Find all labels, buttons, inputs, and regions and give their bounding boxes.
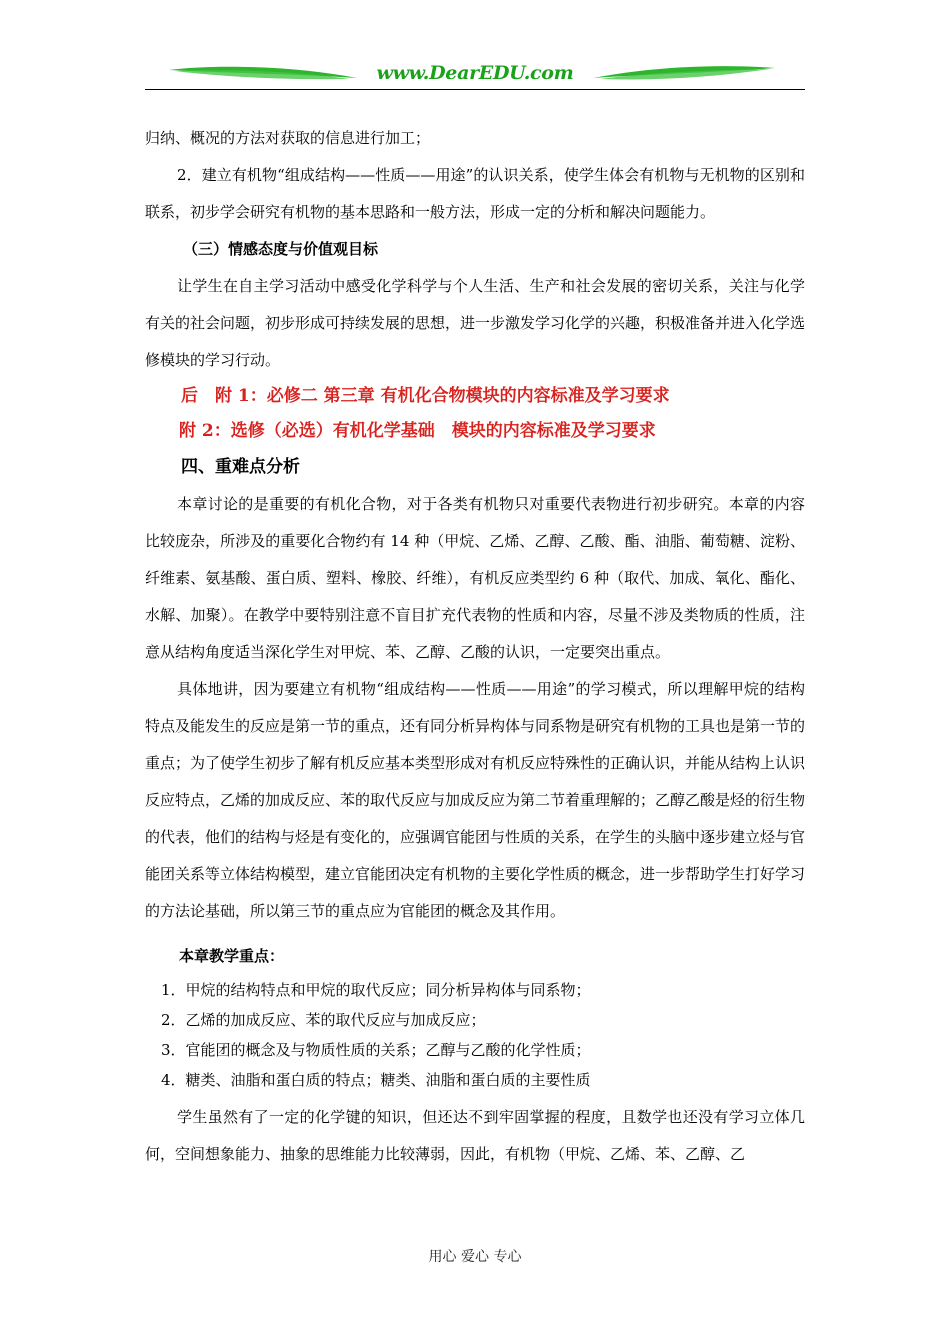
key-points-list <box>145 975 805 1095</box>
appendix-1-heading: 后 附 1：必修二 第三章 有机化合物模块的内容标准及学习要求 <box>181 386 670 406</box>
site-header-logo <box>145 60 805 92</box>
section-4-heading: 四、重难点分析 <box>181 457 300 477</box>
list-item: 3．官能团的概念及与物质性质的关系；乙醇与乙酸的化学性质； <box>161 1041 591 1059</box>
paragraph-method: 归纳、概况的方法对获取的信息进行加工； <box>145 129 431 147</box>
document-body <box>145 120 805 1173</box>
paragraph-key-analysis: 具体地讲，因为要建立有机物“组成结构——性质——用途”的学习模式，所以理解甲烷的结构特点及能发生的反应是第一节的重点，还有同分析异构体与同系物是研究有机物的工具也是第一节的重点；为了使学生初步了解有机反应基本类型形成对有机反应特殊性的正确认识，并能从结构上认识反应特点，乙烯的加成反应、苯的取代反应与加成反应为第二节着重理解的；乙醇乙酸是烃的衍生物的代表，他们的结构与烃是有变化的，应强调官能团与性质的关系，在学生的头脑中逐步建立烃与官能团关系等立体结构模型，建立官能团决定有机物的主要化学性质的概念，进一步帮助学生打好学习的方法论基础，所以第三节的重点应为官能团的概念及其作用。 <box>145 680 806 920</box>
paragraph-goal-2: 2．建立有机物“组成结构——性质——用途”的认识关系，使学生体会有机物与无机物的区别和联系，初步学会研究有机物的基本思路和一般方法，形成一定的分析和解决问题能力。 <box>145 166 805 221</box>
paragraph-goal-3: 让学生在自主学习活动中感受化学科学与个人生活、生产和社会发展的密切关系，关注与化学有关的社会问题，初步形成可持续发展的思想，进一步激发学习化学的兴趣，积极准备并进入化学选修模块的学习行动。 <box>145 277 806 369</box>
appendix-2-heading: 附 2：选修（必选）有机化学基础 模块的内容标准及学习要求 <box>179 421 656 441</box>
list-item: 1．甲烷的结构特点和甲烷的取代反应；同分析异构体与同系物； <box>161 981 591 999</box>
paragraph-student-situation: 学生虽然有了一定的化学键的知识，但还达不到牢固掌握的程度，且数学也还没有学习立体几何，空间想象能力、抽象的思维能力比较薄弱，因此，有机物（甲烷、乙烯、苯、乙醇、乙 <box>145 1108 805 1163</box>
heading-goal-3: （三）情感态度与价值观目标 <box>183 240 379 258</box>
list-item: 2．乙烯的加成反应、苯的取代反应与加成反应； <box>161 1011 486 1029</box>
paragraph-chapter-overview: 本章讨论的是重要的有机化合物，对于各类有机物只对重要代表物进行初步研究。本章的内容比较庞杂，所涉及的重要化合物约有 14 种（甲烷、乙烯、乙醇、乙酸、酯、油脂、葡萄糖、淀粉、纤维素、氨基酸、蛋白质、塑料、橡胶、纤维），有机反应类型约 6 种（取代、加成、氧化、酯化、水解、加聚）。在教学中要特别注意不盲目扩充代表物的性质和内容，尽量不涉及类物质的性质，注意从结构角度适当深化学生对甲烷、苯、乙醇、乙酸的认识，一定要突出重点。 <box>145 495 805 661</box>
header-divider <box>145 89 805 90</box>
list-item: 4．糖类、油脂和蛋白质的特点；糖类、油脂和蛋白质的主要性质 <box>161 1071 591 1089</box>
page-footer: 用心 爱心 专心 <box>428 1249 522 1265</box>
site-logo-text: www.DearEDU.com <box>376 62 574 84</box>
key-points-heading: 本章教学重点： <box>179 947 285 965</box>
